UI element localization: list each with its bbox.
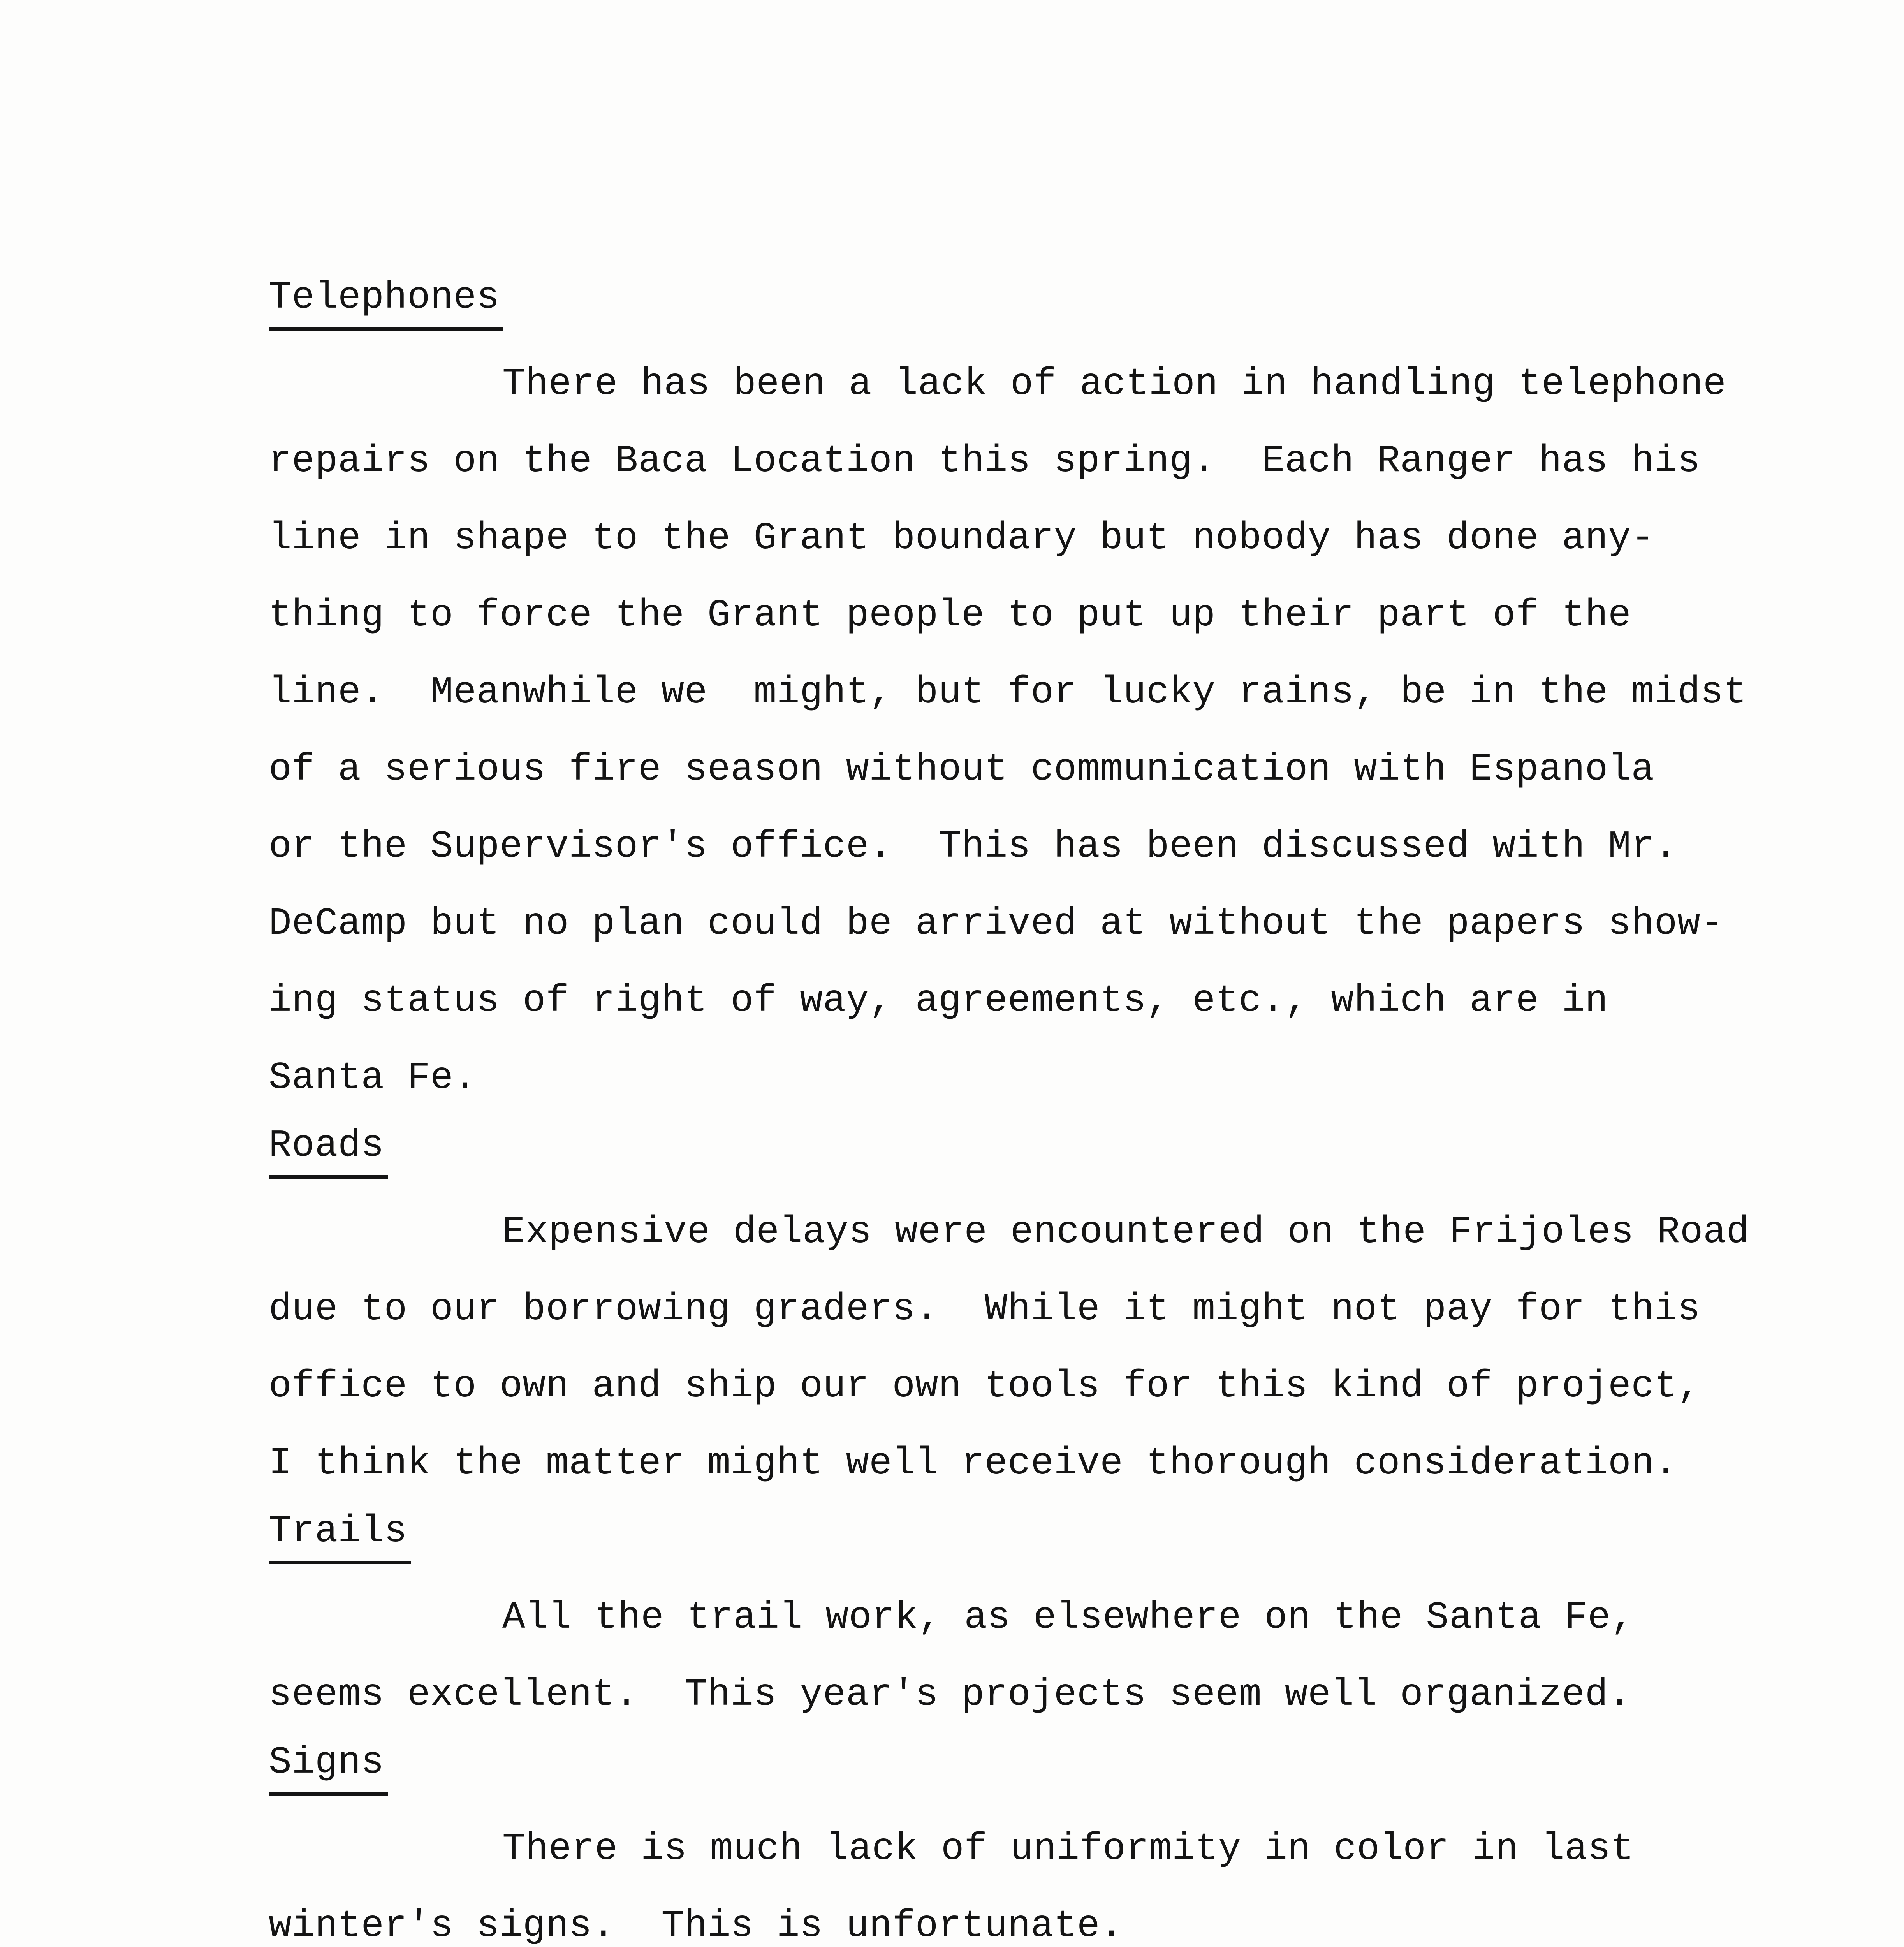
- section-heading: Trails: [269, 1502, 411, 1564]
- paragraph-line: Expensive delays were encountered on the Frijoles Road: [502, 1211, 1749, 1254]
- paragraph-line: seems excellent. This year's projects seem well organized.: [269, 1673, 1631, 1716]
- section-heading: Roads: [269, 1117, 388, 1179]
- paragraph-line: ing status of right of way, agreements, etc., which are in: [269, 979, 1608, 1023]
- paragraph-line: Santa Fe.: [269, 1056, 477, 1100]
- paragraph-line: line. Meanwhile we might, but for lucky rains, be in the midst: [269, 671, 1747, 714]
- paragraph-line: repairs on the Baca Location this spring. Each Ranger has his: [269, 440, 1701, 483]
- paragraph-line: There is much lack of uniformity in color in last: [502, 1827, 1634, 1871]
- document-body: [269, 269, 1772, 1947]
- section-heading: Signs: [269, 1734, 388, 1796]
- paragraph-line: All the trail work, as elsewhere on the Santa Fe,: [502, 1596, 1634, 1639]
- paragraph-line: line in shape to the Grant boundary but nobody has done any-: [269, 517, 1654, 560]
- paragraph-line: winter's signs. This is unfortunate.: [269, 1905, 1123, 1947]
- paragraph-line: I think the matter might well receive thorough consideration.: [269, 1442, 1677, 1485]
- paragraph-line: office to own and ship our own tools for this kind of project,: [269, 1365, 1701, 1408]
- paragraph-line: thing to force the Grant people to put up their part of the: [269, 594, 1631, 637]
- paragraph-line: There has been a lack of action in handling telephone: [502, 363, 1726, 406]
- paragraph-line: due to our borrowing graders. While it might not pay for this: [269, 1288, 1701, 1331]
- section-heading: Telephones: [269, 269, 503, 331]
- section-roads: [269, 1117, 1772, 1194]
- paragraph-line: of a serious fire season without communication with Espanola: [269, 748, 1654, 791]
- paragraph-line: DeCamp but no plan could be arrived at without the papers show-: [269, 902, 1724, 945]
- section-trails: [269, 1502, 1772, 1579]
- section-telephones: [269, 269, 1772, 346]
- paragraph-line: or the Supervisor's office. This has been discussed with Mr.: [269, 825, 1677, 868]
- section-signs: [269, 1734, 1772, 1811]
